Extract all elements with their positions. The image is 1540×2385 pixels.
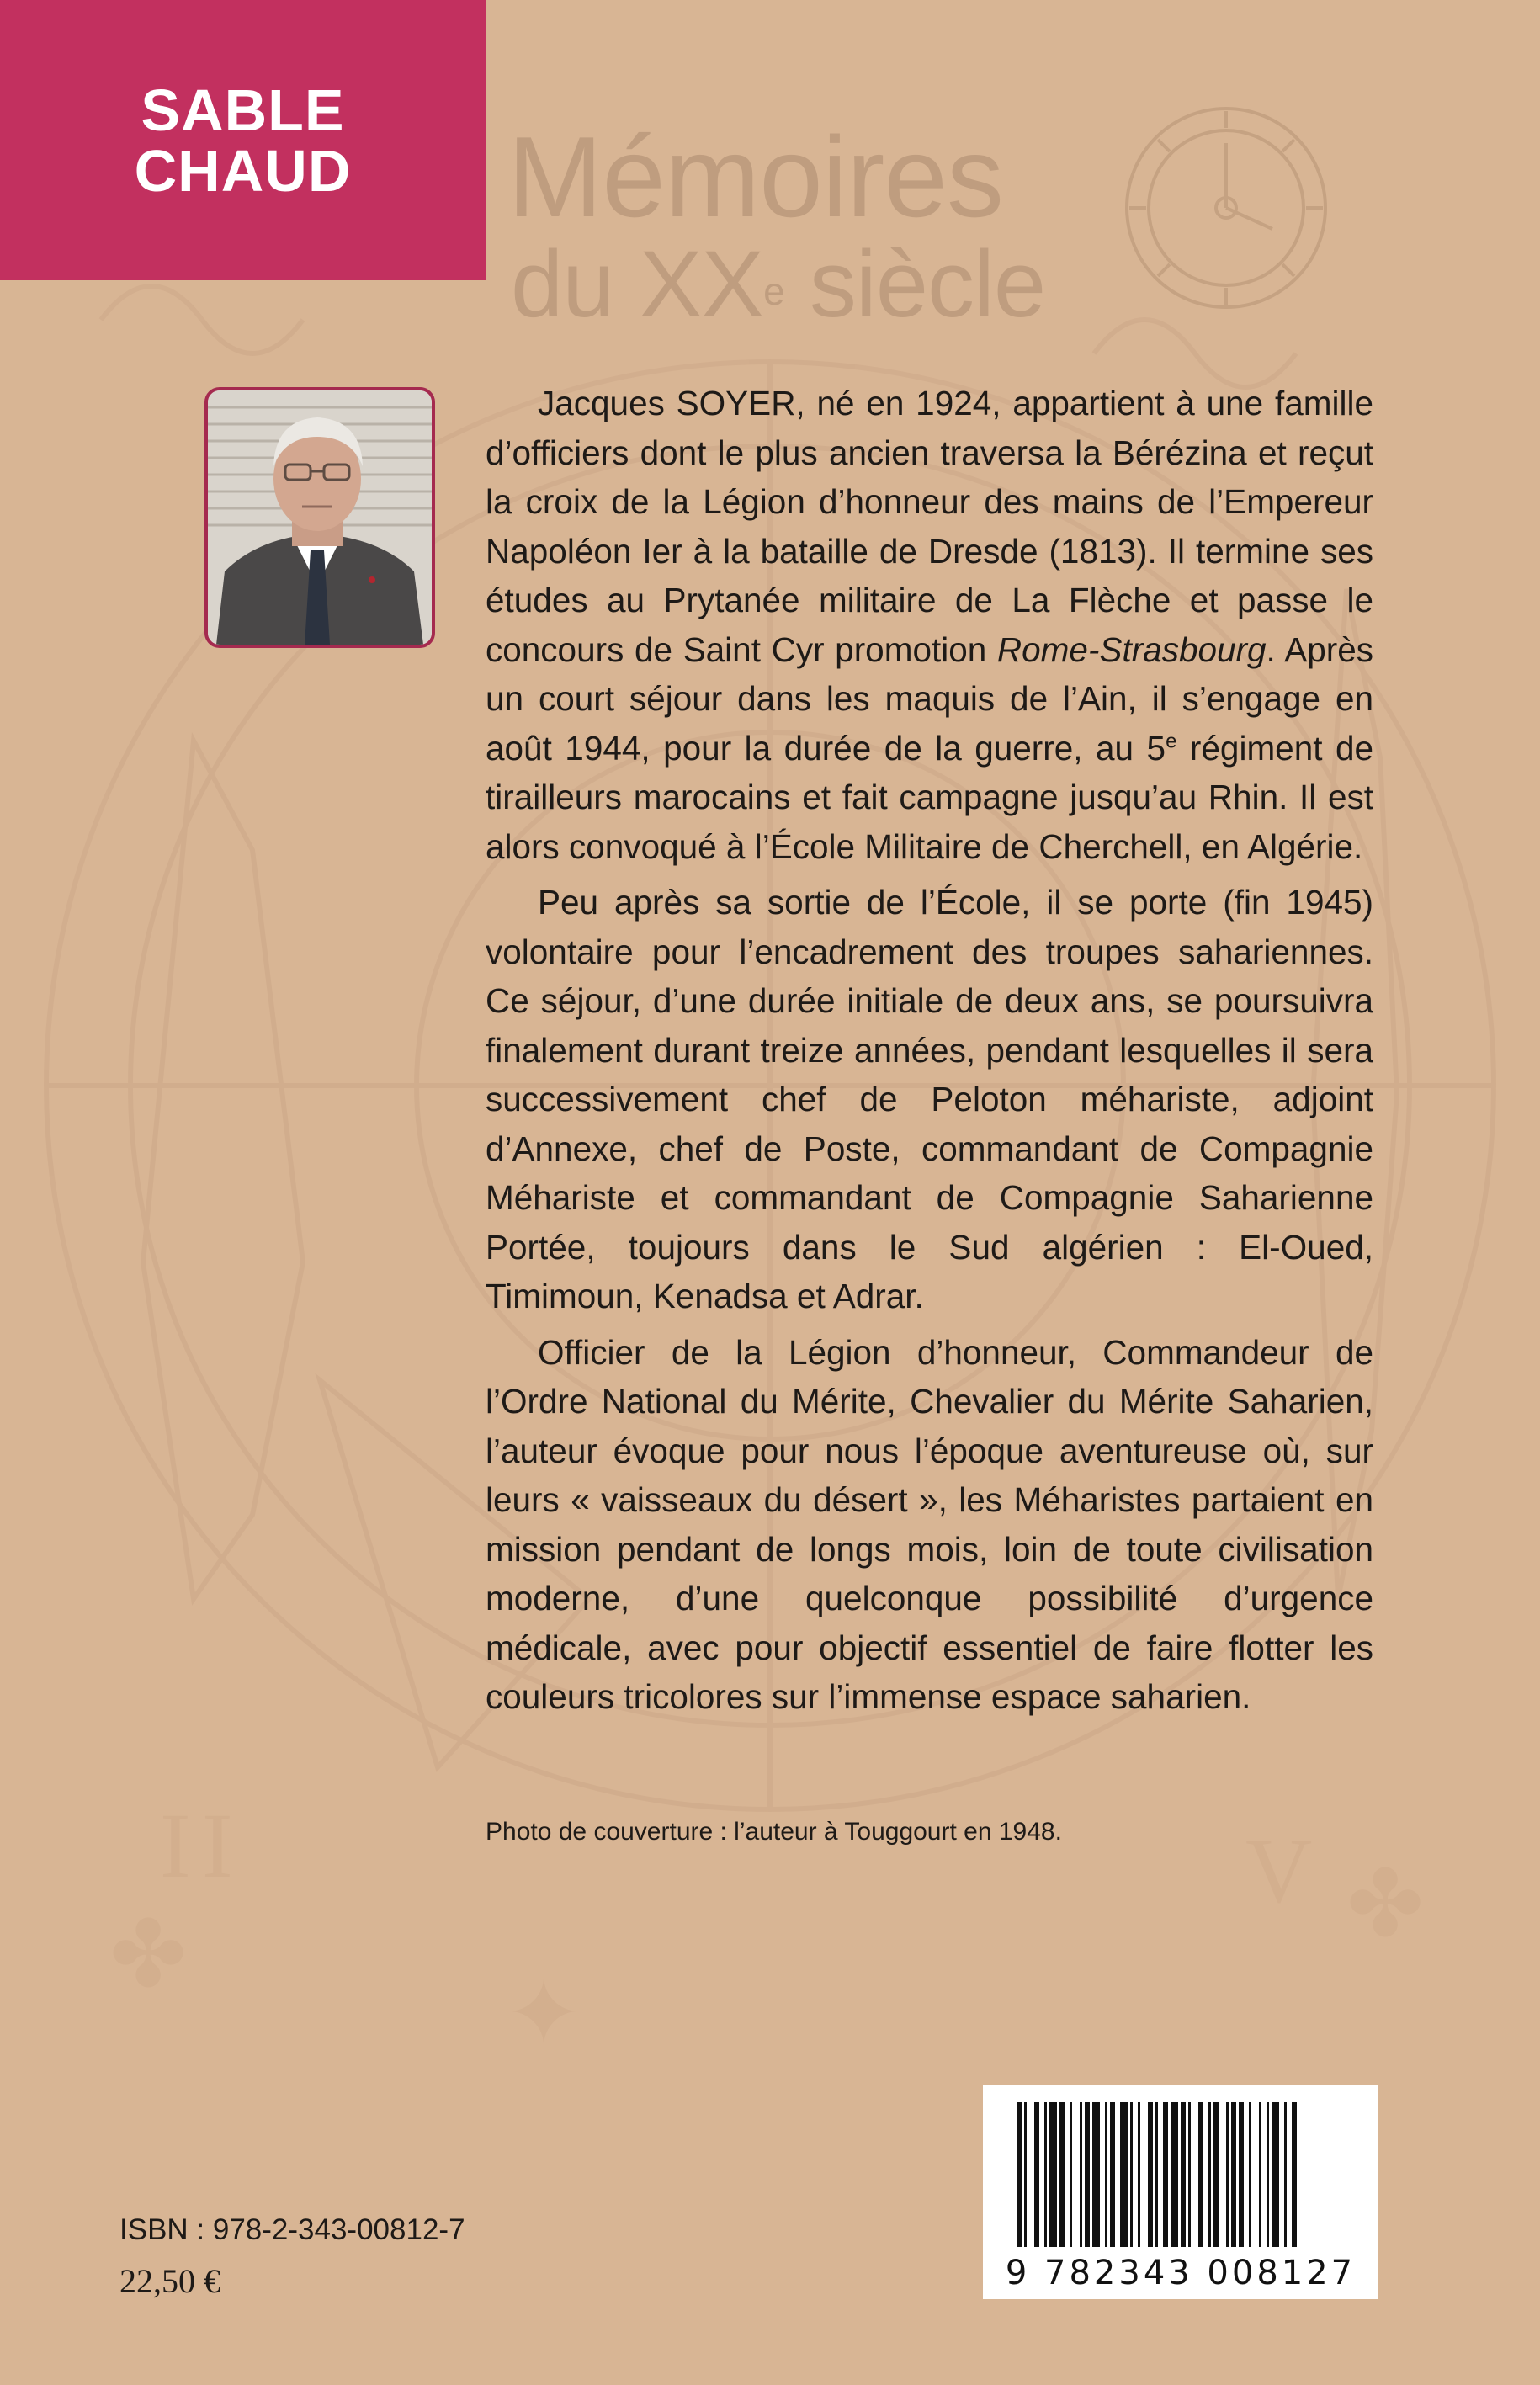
series-title-line2: du XXe siècle [511,231,1046,337]
barcode-bar [1272,2102,1279,2247]
barcode-bar [1138,2102,1140,2247]
author-photo [204,387,435,648]
barcode-bar [1092,2102,1100,2247]
isbn-barcode [983,2085,1378,2299]
barcode-bar [1024,2102,1027,2247]
photo-caption: Photo de couverture : l’auteur à Touggourt en 1948. [486,1818,1062,1846]
svg-text:I: I [202,1794,233,1897]
svg-text:✤: ✤ [109,1904,188,2006]
barcode-bar [1034,2102,1039,2247]
barcode-bar [1163,2102,1168,2247]
isbn-number: ISBN : 978-2-343-00812-7 [119,2213,465,2246]
barcode-bars [983,2085,1378,2254]
barcode-bar [1059,2102,1065,2247]
barcode-bar [1267,2102,1269,2247]
collection-name-line2: CHAUD [134,137,352,204]
barcode-digits: 9 782343 008127 [1005,2254,1357,2292]
svg-text:✦: ✦ [505,1963,583,2065]
bio-paragraph-3: Officier de la Légion d’honneur, Commandeur de l’Ordre National du Mérite, Chevalier du Mérite Saharien, l’auteur évoque pour nous l’époque aventureuse où, sur leurs « vaisseaux du désert », les Méharistes partaient en mission pendant de longs mois, loin de toute civilisation moderne, d’une quelconque possibilité d’urgence médicale, avec pour objectif essentiel de faire flotter les couleurs tricolores sur l’immense espace saharien. [486,1332,1373,1716]
barcode-bar [1080,2102,1082,2247]
series-title [507,113,1046,337]
barcode-bar [1017,2102,1022,2247]
barcode-bar [1188,2102,1191,2247]
barcode-bar [1044,2102,1047,2247]
barcode-bar [1292,2102,1297,2247]
barcode-bar [1130,2102,1133,2247]
barcode-bar [1259,2102,1261,2247]
svg-text:V: V [1245,1819,1313,1922]
barcode-bar [1049,2102,1057,2247]
barcode-bar [1231,2102,1236,2247]
barcode-bar [1226,2102,1229,2247]
barcode-bar [1284,2102,1287,2247]
author-biography [486,379,1373,1729]
barcode-bar [1070,2102,1072,2247]
barcode-bar [1171,2102,1178,2247]
barcode-bar [1208,2102,1211,2247]
barcode-bar [1148,2102,1153,2247]
barcode-bar [1249,2102,1251,2247]
series-title-line1: Mémoires [507,113,1003,241]
barcode-bar [1213,2102,1219,2247]
barcode-bar [1155,2102,1158,2247]
barcode-bar [1105,2102,1107,2247]
svg-text:✤: ✤ [1346,1853,1425,1956]
svg-text:I: I [160,1794,191,1897]
barcode-bar [1110,2102,1115,2247]
bio-paragraph-1: Jacques SOYER, né en 1924, appartient à une famille d’officiers dont le plus ancien traversa la Bérézina et reçut la croix de la Légion d’honneur des mains de l’Empereur Napoléon Ier à la bataille de Dresde (1813). Il termine ses études au Prytanée militaire de La Flèche et passe le concours de Saint Cyr promotion Rome-Strasbourg. Après un court séjour dans les maquis de l’Ain, il s’engage en août 1944, pour la durée de la guerre, au 5e régiment de tirailleurs marocains et fait campagne jusqu’au Rhin. Il est alors convoqué à l’École Militaire de Cherchell, en Algérie. [486,384,1374,866]
collection-name-line1: SABLE [141,77,345,143]
publisher-collection-box [0,0,486,280]
price: 22,50 € [119,2262,220,2300]
barcode-bar [1239,2102,1244,2247]
barcode-bar [1181,2102,1186,2247]
barcode-bar [1198,2102,1203,2247]
barcode-bar [1085,2102,1090,2247]
bio-paragraph-2: Peu après sa sortie de l’École, il se porte (fin 1945) volontaire pour l’encadrement des troupes sahariennes. Ce séjour, d’une durée initiale de deux ans, se poursuivra finalement durant treize années, pendant lesquelles il sera successivement chef de Peloton méhariste, adjoint d’Annexe, chef de Poste, commandant de Compagnie Méhariste et commandant de Compagnie Saharienne Portée, toujours dans le Sud algérien : El-Oued, Timimoun, Kenadsa et Adrar. [486,883,1373,1315]
barcode-bar [1120,2102,1128,2247]
clock-icon [1121,103,1331,313]
